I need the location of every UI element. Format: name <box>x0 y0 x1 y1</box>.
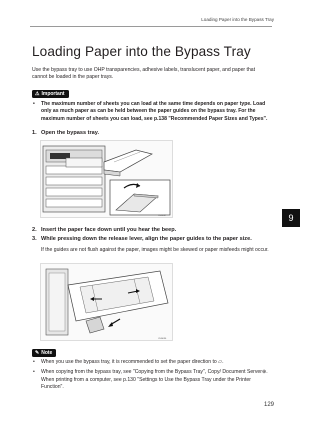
intro-paragraph: Use the bypass tray to use OHP transparencies, adhesive labels, translucent paper, and paper that cannot be loaded in the paper trays. <box>32 67 256 81</box>
illustration-code: CUB036 <box>158 338 167 340</box>
step-1 <box>32 130 272 137</box>
step-number: 2. <box>32 227 37 233</box>
page-title: Loading Paper into the Bypass Tray <box>32 44 251 59</box>
important-label: Important <box>41 91 65 97</box>
open-bypass-tray-illustration <box>40 140 173 218</box>
note-item: • When copying from the bypass tray, see "Copying from the Bypass Tray", Copy/ Document Server⊕. When printing from a computer, see p.130 "Settings to Use the Bypass Tray under the Printer Function". <box>32 369 272 391</box>
chapter-tab: 9 <box>282 209 300 227</box>
step-number: 1. <box>32 130 37 136</box>
illustration-code: CUB087 <box>158 215 167 217</box>
note-badge <box>32 349 56 357</box>
header-rule <box>30 26 272 27</box>
note-list <box>32 359 272 395</box>
note-item: • When you use the bypass tray, it is recommended to set the paper direction to ▱. <box>32 359 272 366</box>
step-3 <box>32 236 272 243</box>
step-text: Insert the paper face down until you hear the beep. <box>41 227 177 233</box>
step-2 <box>32 227 272 234</box>
paper-guides-illustration <box>40 263 173 341</box>
step-text: While pressing down the release lever, align the paper guides to the paper size. <box>41 236 252 242</box>
important-badge <box>32 90 69 98</box>
step-text: Open the bypass tray. <box>41 130 100 136</box>
important-list <box>32 101 272 123</box>
step-number: 3. <box>32 236 37 242</box>
note-label: Note <box>41 350 53 356</box>
running-header: Loading Paper into the Bypass Tray <box>201 17 274 22</box>
step-3-detail: If the guides are not flush against the paper, images might be skewed or paper misfeeds might occur. <box>41 247 269 253</box>
important-icon: ⚠ <box>35 91 40 97</box>
note-icon: ✎ <box>35 350 40 356</box>
page-number: 129 <box>263 402 274 408</box>
important-item: • The maximum number of sheets you can load at the same time depends on paper type. Load only as much paper as can be held between the paper guides on the bypass tray. For the maximum number of sheets you can load, see p.138 "Recommended Paper Sizes and Types". <box>32 101 272 123</box>
